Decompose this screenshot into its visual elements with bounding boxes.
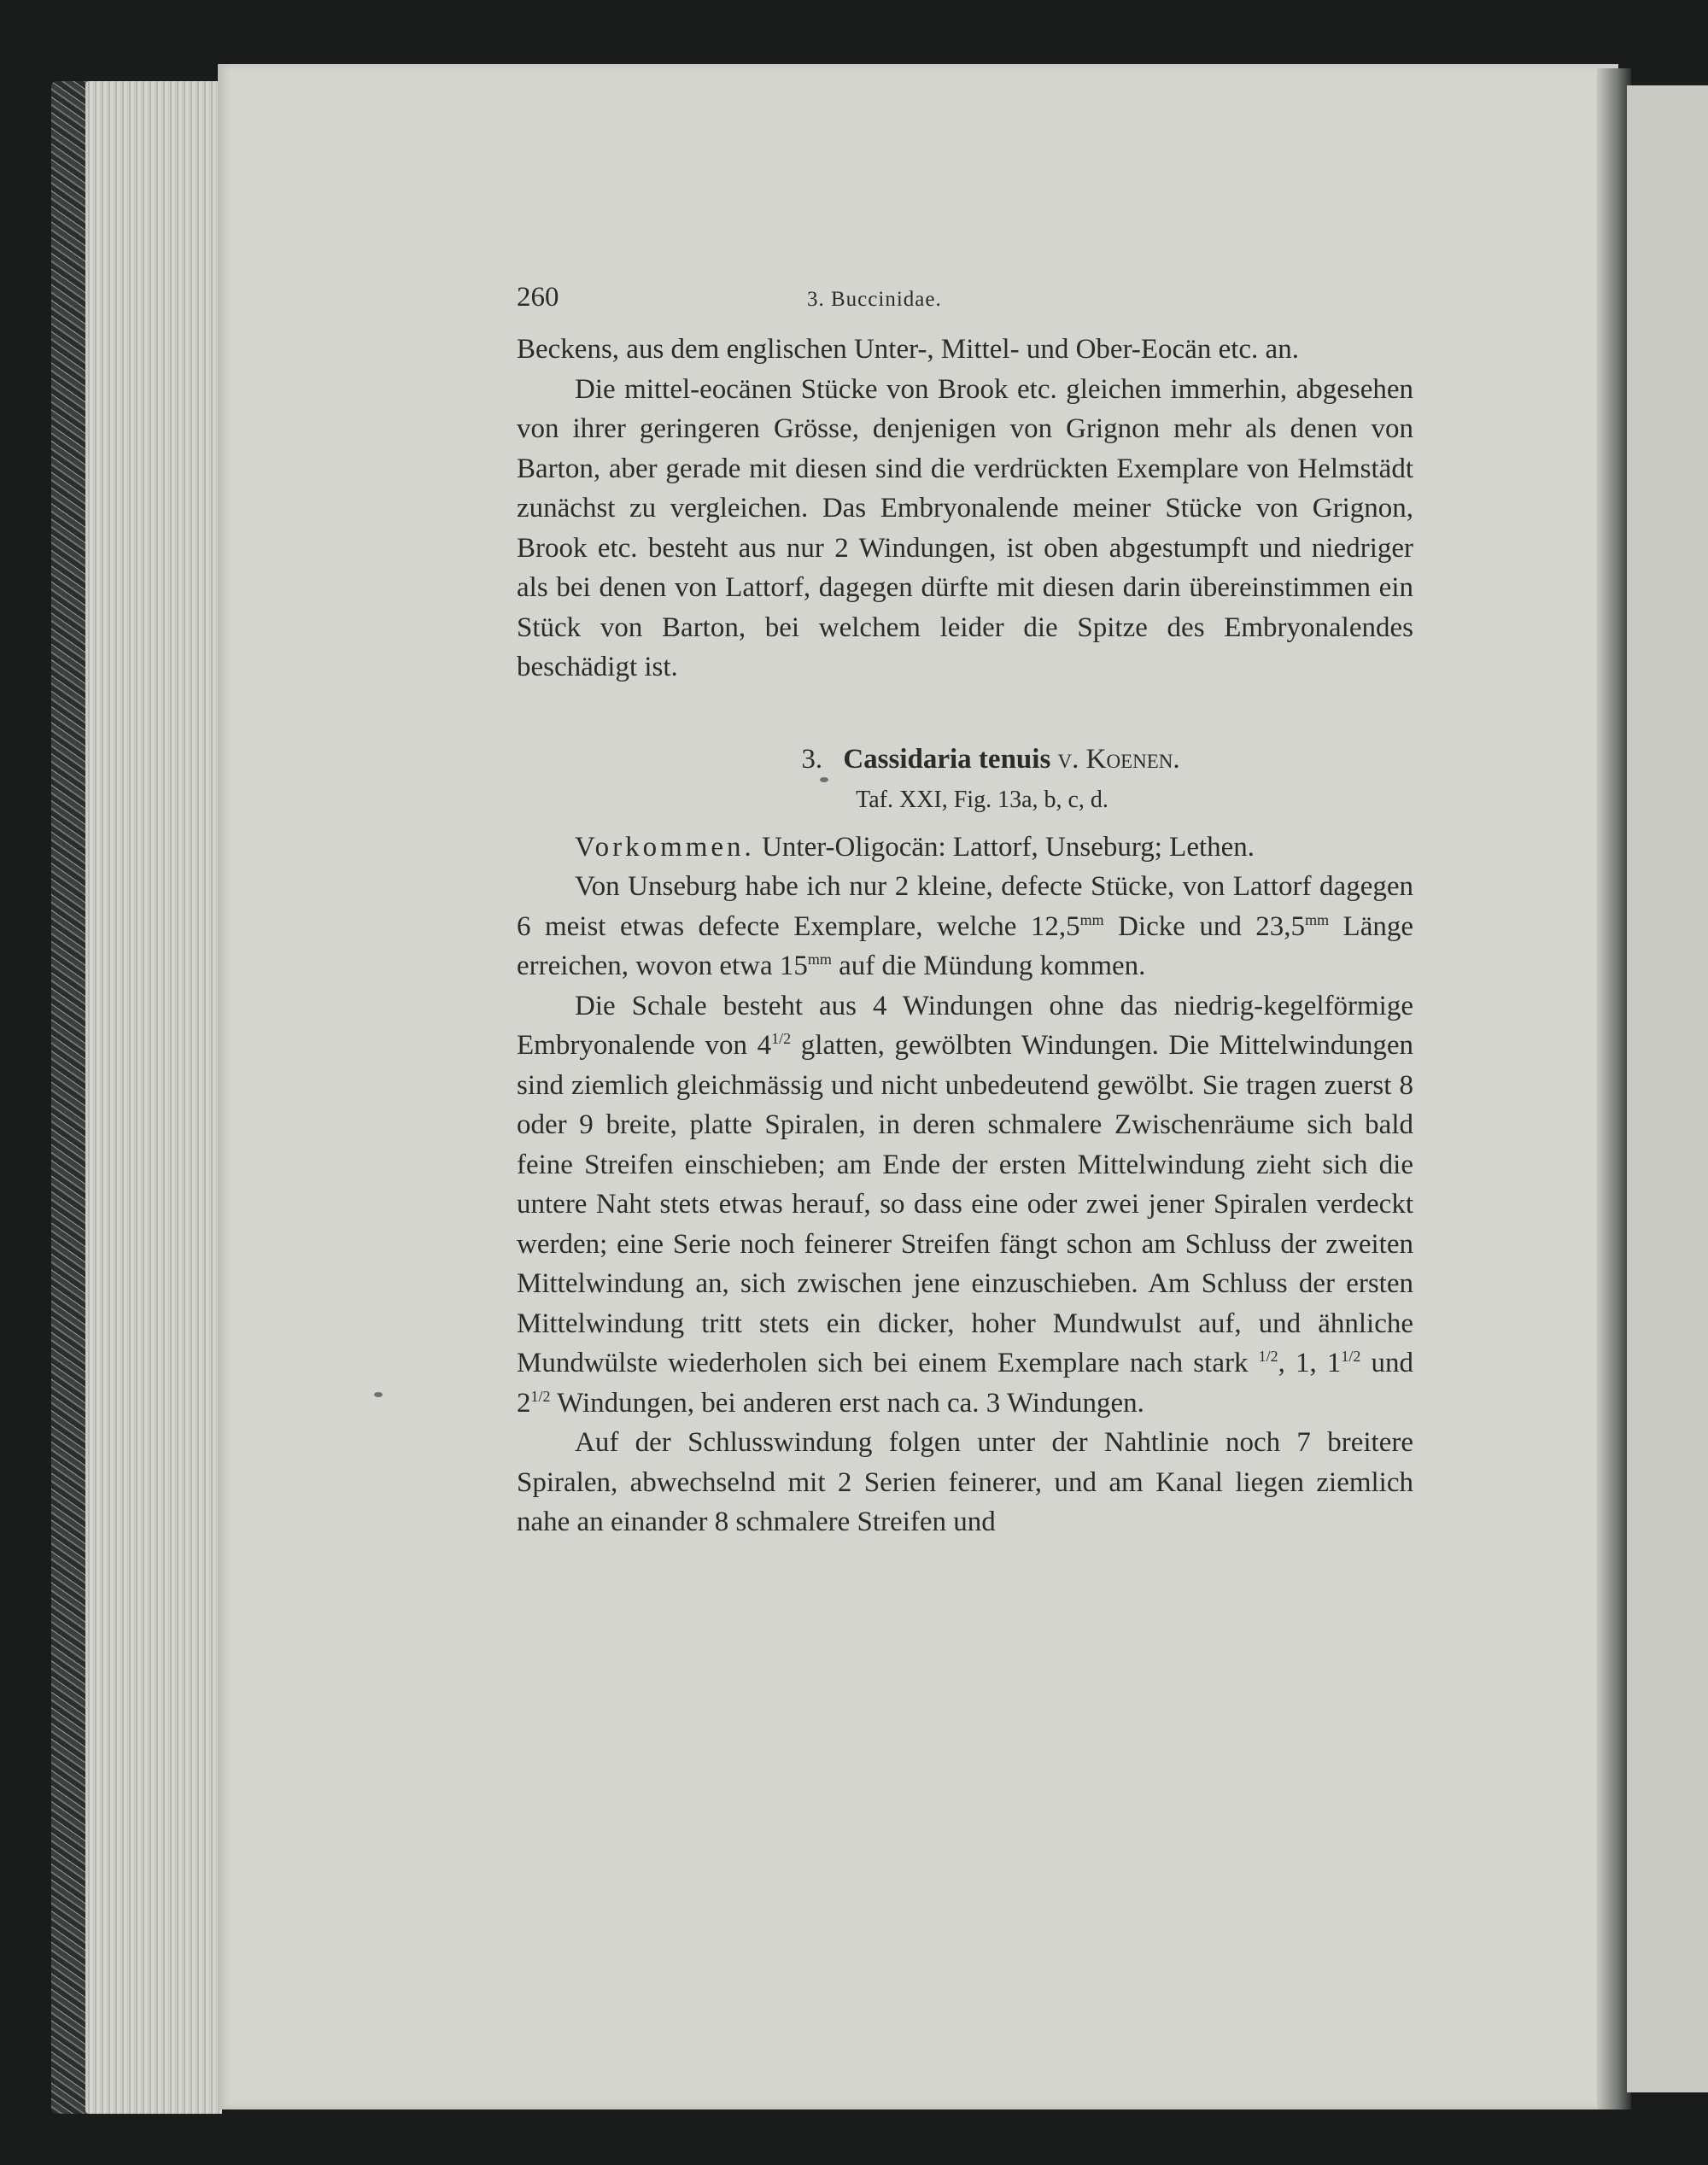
species-author: v. Koenen. [1057,743,1180,775]
occurrence-label: Vorkommen. [575,831,755,863]
fraction: 1/2 [1258,1348,1278,1365]
book-gutter [1597,68,1631,2109]
page-number: 260 [517,282,559,313]
paragraph-1: Beckens, aus dem englischen Unter-, Mittel- und Ober-Eocän etc. an. [517,334,1299,365]
running-head: 3. Buccinidae. [807,288,942,311]
fraction: 1/2 [771,1030,792,1047]
occurrence-paragraph [517,828,1413,868]
text-run: Windungen, bei anderen erst nach ca. 3 Windungen. [550,1387,1144,1419]
paragraph-4 [517,986,1413,1424]
unit-superscript: mm [1305,910,1330,928]
species-name: Cassidaria tenuis [843,743,1051,775]
page-edges [85,81,222,2114]
page-text [517,282,1413,1542]
text-run: Länge erreichen, wovon etwa 15 [517,910,1414,981]
occurrence-text: Unter-Oligocän: Lattorf, Unseburg; Lethen. [762,831,1255,863]
text-run: Die Schale besteht aus 4 Windungen ohne das niedrig-kegelförmige Embryonalende von 4 [517,990,1413,1061]
paragraph-2: Die mittel-eocänen Stücke von Brook etc. gleichen immerhin, abgesehen von ihrer geringeren Grösse, denjenigen von Grignon mehr als denen von Barton, aber gerade mit diesen sind die verdrückten Exemplare von Helmstädt zunächst zu vergleichen. Das Embryonalende meiner Stücke von Grignon, Brook etc. besteht aus nur 2 Windungen, ist oben abgestumpft und niedriger als bei denen von Lattorf, dagegen dürfte mit diesen darin übereinstimmen ein Stück von Barton, bei welchem leider die Spitze des Embryonalendes beschädigt ist. [517,373,1413,682]
text-run: glatten, gewölbten Windungen. Die Mittelwindungen sind ziemlich gleichmässig und nicht unbedeutend gewölbt. Sie tragen zuerst 8 oder 9 breite, platte Spiralen, in deren schmalere Zwischenräume sich bald feine Streifen einschieben; am Ende der ersten Mittelwindung zieht sich die untere Naht stets etwas herauf, so dass eine oder zwei jener Spiralen verdeckt werden; eine Serie noch feinerer Streifen fängt schon am Schluss der zweiten Mittelwindung an, sich zwischen jene einzuschieben. Am Schluss der ersten Mittelwindung tritt stets ein dicker, hoher Mundwulst auf, und ähnliche Mundwülste wiederholen sich bei einem Exemplare nach stark [517,1030,1413,1378]
paragraph-5: Auf der Schlusswindung folgen unter der Nahtlinie noch 7 breitere Spiralen, abwechselnd mit 2 Serien feinerer, und am Kanal liegen ziemlich nahe an einander 8 schmalere Streifen und [517,1427,1413,1537]
page-header [517,282,1413,330]
fraction: 1/2 [1341,1348,1361,1365]
species-heading [517,744,1413,787]
text-run: , 1, 1 [1278,1348,1342,1378]
text-run: Von Unseburg habe ich nur 2 kleine, defecte Stücke, von Lattorf dagegen 6 meist etwas defecte Exemplare, welche 12,5 [517,871,1413,942]
unit-superscript: mm [1079,910,1104,928]
text-run: Dicke und 23,5 [1103,910,1306,942]
fraction: 1/2 [530,1387,551,1405]
text-run: und 2 [517,1348,1414,1419]
facing-page-edge [1627,85,1708,2092]
ink-spot [374,1392,383,1397]
species-number: 3. [801,743,823,775]
plate-reference: Taf. XXI, Fig. 13a, b, c, d. [856,786,1108,813]
paragraph-3 [517,867,1413,986]
unit-superscript: mm [807,951,832,968]
text-run: auf die Mündung kommen. [831,951,1146,981]
